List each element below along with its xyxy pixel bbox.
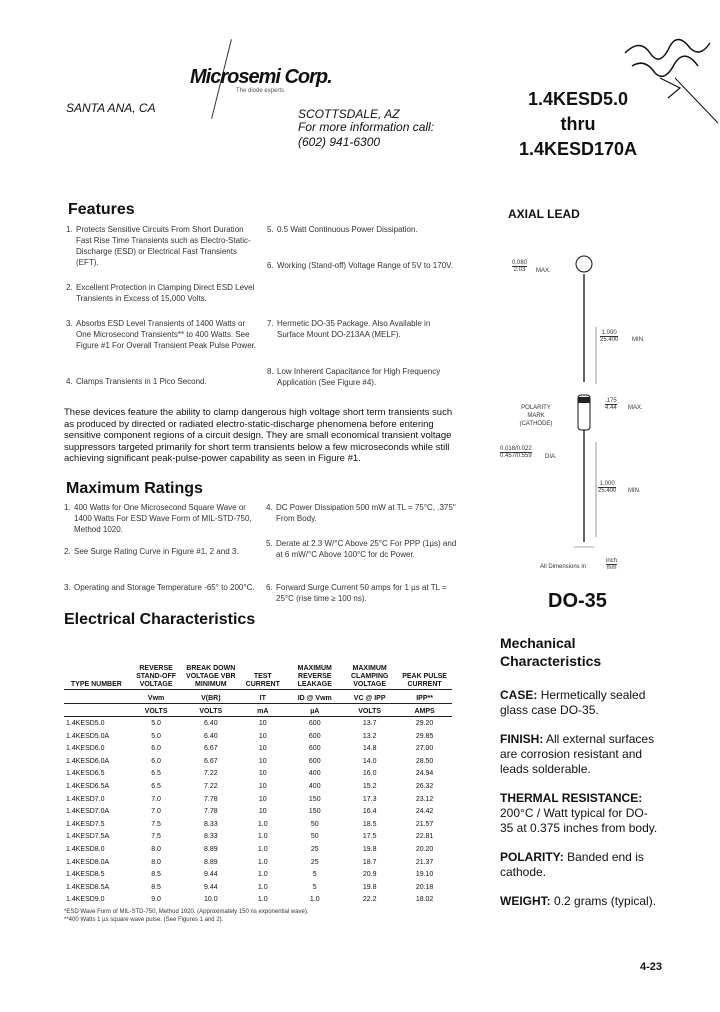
- table-cell: 8.0: [151, 858, 161, 866]
- unit-cell: µA: [310, 708, 320, 716]
- table-cell: 1.4KESD6.0A: [66, 757, 110, 765]
- package-name: DO-35: [548, 590, 607, 612]
- mechanical-heading-line: Mechanical: [500, 635, 576, 651]
- unit-cell: AMPS: [414, 708, 435, 716]
- col-header: TYPE NUMBER: [70, 681, 122, 688]
- table-cell: 150: [308, 808, 321, 816]
- symbol-cell: IPP**: [416, 694, 433, 702]
- table-cell: 29.85: [415, 732, 434, 740]
- table-cell: 10: [258, 757, 267, 765]
- table-cell: 24.42: [415, 808, 434, 816]
- symbol-cell: [64, 690, 129, 704]
- table-cell: 5.0: [151, 719, 161, 727]
- table-cell: 8.5: [151, 871, 161, 879]
- table-row: [64, 742, 452, 755]
- table-cell: 50: [310, 833, 319, 841]
- symbol-cell: V(BR): [201, 694, 221, 702]
- title-line-1: 1.4KESD5.0: [527, 89, 629, 109]
- city-right: SCOTTSDALE, AZ: [298, 107, 400, 121]
- dim-body-length: .175 4.44: [605, 398, 617, 411]
- table-cell: 7.0: [151, 795, 161, 803]
- electrical-heading: Electrical Characteristics: [64, 611, 256, 628]
- table-cell: 6.5: [151, 782, 161, 790]
- company-logo: Microsemi Corp.: [190, 66, 332, 88]
- table-cell: 8.89: [203, 858, 218, 866]
- dim-lead-wire: 0.018/0.022 0.457/0.559: [500, 446, 532, 459]
- mechanical-item: FINISH: All external surfaces are corrosion resistant and leads solderable.: [500, 732, 655, 776]
- dim-lead-length-2: 1.000 25.400: [598, 481, 617, 494]
- ratings-heading: Maximum Ratings: [66, 480, 203, 497]
- table-cell: 10: [258, 719, 267, 727]
- dim-lead-length: 1.000 25.400: [600, 330, 619, 343]
- table-cell: 1.0: [309, 896, 320, 904]
- table-row: [64, 793, 452, 806]
- table-cell: 24.94: [415, 770, 434, 778]
- table-cell: 19.8: [362, 845, 377, 853]
- table-cell: 1.4KESD7.5: [66, 820, 105, 828]
- mechanical-heading-line: Characteristics: [500, 653, 602, 669]
- col-header: PEAK PULSE CURRENT: [402, 673, 447, 688]
- feature-item: 8. Low Inherent Capacitance for High Frequency Application (See Figure #4).: [267, 367, 441, 387]
- table-cell: 9.0: [151, 896, 161, 904]
- table-row: [64, 843, 452, 856]
- unit-cell: VOLTS: [144, 708, 168, 716]
- table-row: [64, 805, 452, 818]
- table-cell: 16.4: [362, 808, 377, 816]
- footnote: *ESD Wave Form of MIL-STD-750, Method 1020. (Approximately 150 ns exponential wave).: [64, 909, 309, 916]
- table-cell: 7.22: [203, 782, 218, 790]
- table-cell: 23.12: [415, 795, 434, 803]
- dim-units: inch mm: [606, 558, 618, 571]
- table-row: [64, 856, 452, 869]
- table-cell: 8.33: [203, 820, 218, 828]
- table-cell: 8.5: [151, 883, 161, 891]
- table-cell: 18.02: [415, 896, 434, 904]
- table-row: [64, 730, 452, 743]
- table-cell: 7.5: [151, 833, 161, 841]
- mechanical-item: POLARITY: Banded end is cathode.: [500, 850, 644, 879]
- table-cell: 10: [258, 770, 267, 778]
- electrical-table: [64, 633, 452, 906]
- symbol-cell: ID @ Vwm: [297, 694, 332, 702]
- table-cell: 600: [308, 732, 321, 740]
- table-cell: 5.0: [151, 732, 161, 740]
- table-cell: 14.8: [362, 745, 377, 753]
- table-cell: 14.0: [362, 757, 377, 765]
- mechanical-item: THERMAL RESISTANCE: 200°C / Watt typical for DO-35 at 0.375 inches from body.: [500, 791, 658, 835]
- dim-lead-wire-label: DIA.: [545, 454, 557, 460]
- table-cell: 1.4KESD8.5: [66, 871, 105, 879]
- table-footnotes: [64, 908, 452, 924]
- rating-item: 3. Operating and Storage Temperature -65° to 200°C.: [64, 583, 255, 592]
- logo-tagline: The diode experts: [236, 88, 285, 94]
- feature-item: 7. Hermetic DO-35 Package. Also Available in Surface Mount DO-213AA (MELF).: [267, 319, 431, 339]
- feature-item: 6. Working (Stand-off) Voltage Range of 5V to 170V.: [267, 261, 453, 270]
- table-cell: 10: [258, 808, 267, 816]
- table-cell: 29.20: [415, 719, 434, 727]
- table-cell: 6.0: [151, 745, 161, 753]
- table-cell: 6.40: [203, 732, 218, 740]
- table-cell: 1.0: [257, 883, 268, 891]
- table-cell: 7.78: [203, 808, 218, 816]
- col-header: REVERSE STAND-OFF VOLTAGE: [136, 665, 177, 688]
- table-cell: 150: [308, 795, 321, 803]
- table-cell: 9.44: [203, 883, 218, 891]
- ratings-right-list: [266, 502, 460, 604]
- rating-item: 4. DC Power Dissipation 500 mW at TL = 75°C, .375" From Body.: [266, 503, 456, 523]
- table-row: [64, 894, 452, 907]
- features-description: These devices feature the ability to clamp dangerous high voltage short term transients such as produced by directed or radiated electro-static-discharge phenomena before entering sensitive component regions of a circuit design. They are small economical transient voltage suppressors targeted primarily for short term transients below a few microseconds while still achieving significant peak-pulse-power capability as seen in Figure #1.: [64, 407, 453, 464]
- table-cell: 20.20: [415, 845, 434, 853]
- table-cell: 18.5: [362, 820, 377, 828]
- table-cell: 5: [312, 883, 317, 891]
- table-cell: 20.9: [362, 871, 377, 879]
- ratings-left-list: [64, 502, 258, 593]
- features-left-list: [66, 224, 258, 387]
- table-cell: 8.0: [151, 845, 161, 853]
- table-cell: 1.0: [257, 896, 268, 904]
- table-row: [64, 780, 452, 793]
- table-cell: 17.5: [362, 833, 377, 841]
- contact-info: [298, 120, 434, 150]
- table-cell: 16.0: [362, 770, 377, 778]
- table-cell: 1.4KESD7.0: [66, 795, 105, 803]
- table-cell: 8.89: [203, 845, 218, 853]
- electrical-table-body: [64, 717, 452, 906]
- city-left: SANTA ANA, CA: [66, 101, 156, 115]
- table-cell: 1.4KESD6.0: [66, 745, 105, 753]
- col-header: MAXIMUM CLAMPING VOLTAGE: [350, 665, 389, 688]
- table-cell: 15.2: [362, 782, 377, 790]
- table-cell: 28.50: [415, 757, 434, 765]
- table-cell: 1.4KESD8.0A: [66, 858, 110, 866]
- table-cell: 17.3: [362, 795, 377, 803]
- feature-item: 2. Excellent Protection in Clamping Direct ESD Level Transients in Excess of 15,000 Volts.: [66, 283, 255, 303]
- table-row: [64, 768, 452, 781]
- footnote: **400 Watts 1 µs square wave pulse. (See Figures 1 and 2).: [64, 917, 224, 924]
- dim-lead-dia: 0.080 2.03: [512, 260, 528, 273]
- table-row: [64, 868, 452, 881]
- table-row: [64, 755, 452, 768]
- table-cell: 25: [310, 858, 319, 866]
- table-cell: 400: [308, 782, 321, 790]
- table-cell: 8.33: [203, 833, 218, 841]
- table-row: [64, 818, 452, 831]
- symbol-cell: Vwm: [147, 694, 165, 702]
- table-cell: 50: [310, 820, 319, 828]
- table-cell: 1.0: [257, 820, 268, 828]
- table-cell: 25: [310, 845, 319, 853]
- dim-note: All Dimensions in: [540, 564, 587, 570]
- table-cell: 600: [308, 719, 321, 727]
- feature-item: 5. 0.5 Watt Continuous Power Dissipation.: [267, 225, 418, 234]
- table-cell: 10: [258, 795, 267, 803]
- title-line-2: thru: [560, 114, 596, 134]
- table-cell: 400: [308, 770, 321, 778]
- table-cell: 1.0: [257, 833, 268, 841]
- symbol-cell: VC @ IPP: [353, 694, 386, 702]
- rating-item: 5. Derate at 2.3 W/°C Above 25°C For PPP (1µs) and at 6 mW/°C Above 100°C for dc Power.: [266, 539, 457, 559]
- electrical-table-wrap: [64, 633, 452, 924]
- table-cell: 22.2: [362, 896, 377, 904]
- mechanical-list: [500, 688, 660, 909]
- mechanical-item: WEIGHT: 0.2 grams (typical).: [500, 894, 657, 908]
- table-cell: 1.4KESD7.0A: [66, 808, 110, 816]
- polarity-mark-label: POLARITY MARK (CATHODE): [519, 405, 553, 427]
- dim-lead-label: MAX.: [536, 268, 551, 274]
- table-cell: 1.4KESD8.0: [66, 845, 105, 853]
- table-cell: 6.67: [203, 757, 218, 765]
- table-cell: 10: [258, 732, 267, 740]
- table-cell: 9.44: [203, 871, 218, 879]
- do35-package-icon: [560, 252, 610, 572]
- table-cell: 1.0: [257, 845, 268, 853]
- table-cell: 1.4KESD7.5A: [66, 833, 110, 841]
- col-header: BREAK DOWN VOLTAGE VBR MINIMUM: [186, 665, 236, 688]
- table-cell: 6.0: [151, 757, 161, 765]
- features-heading: Features: [68, 201, 135, 218]
- feature-item: 3. Absorbs ESD Level Transients of 1400 Watts or One Microsecond Transients** to 400 Watts. See Figure #1 For Overall Transient Peak Pulse Power.: [66, 319, 257, 350]
- table-cell: 18.7: [362, 858, 377, 866]
- table-row: [64, 831, 452, 844]
- unit-cell: VOLTS: [199, 708, 223, 716]
- table-cell: 1.4KESD5.0A: [66, 732, 110, 740]
- table-cell: 26.32: [415, 782, 434, 790]
- table-row: [64, 717, 452, 730]
- unit-cell: VOLTS: [358, 708, 382, 716]
- table-cell: 1.4KESD5.0: [66, 719, 105, 727]
- unit-cell: mA: [257, 708, 269, 716]
- table-cell: 13.2: [362, 732, 377, 740]
- mechanical-item: CASE: Hermetically sealed glass case DO-35.: [500, 688, 646, 717]
- contact-phone: (602) 941-6300: [298, 135, 381, 149]
- table-cell: 19.10: [415, 871, 434, 879]
- table-cell: 10: [258, 782, 267, 790]
- symbol-cell: IT: [259, 694, 266, 702]
- product-title: [498, 87, 658, 162]
- table-cell: 1.0: [257, 858, 268, 866]
- table-cell: 21.57: [415, 820, 434, 828]
- contact-line: For more information call:: [298, 120, 435, 134]
- table-cell: 1.0: [257, 871, 268, 879]
- title-line-3: 1.4KESD170A: [518, 139, 638, 159]
- table-cell: 21.37: [415, 858, 434, 866]
- dim-body-label: MAX.: [628, 405, 643, 411]
- table-cell: 1.4KESD6.5: [66, 770, 105, 778]
- table-cell: 1.4KESD6.5A: [66, 782, 110, 790]
- feature-item: 4. Clamps Transients in 1 Pico Second.: [66, 377, 207, 386]
- mechanical-heading: [500, 634, 601, 670]
- rating-item: 1. 400 Watts for One Microsecond Square Wave or 1400 Watts For ESD Wave Form of MIL-STD-750, Method 1020.: [64, 503, 252, 534]
- table-cell: 27.00: [415, 745, 434, 753]
- table-cell: 10: [258, 745, 267, 753]
- table-cell: 13.7: [362, 719, 377, 727]
- table-cell: 20.18: [415, 883, 434, 891]
- col-header: MAXIMUM REVERSE LEAKAGE: [297, 665, 332, 688]
- table-cell: 19.8: [362, 883, 377, 891]
- rating-item: 2. See Surge Rating Curve in Figure #1, 2 and 3.: [64, 547, 239, 556]
- table-cell: 6.67: [203, 745, 218, 753]
- table-cell: 22.81: [415, 833, 434, 841]
- table-cell: 7.0: [151, 808, 161, 816]
- features-right-list: [267, 224, 459, 388]
- package-heading: AXIAL LEAD: [508, 207, 580, 221]
- dim-lead-length-2-label: MIN.: [628, 488, 641, 494]
- table-cell: 1.4KESD9.0: [66, 896, 105, 904]
- dim-lead-length-label: MIN.: [632, 337, 645, 343]
- rating-item: 6. Forward Surge Current 50 amps for 1 µs at TL = 25°C (rise time ≥ 100 ns).: [266, 583, 447, 603]
- table-cell: 600: [308, 757, 321, 765]
- table-cell: 7.78: [203, 795, 218, 803]
- table-cell: 600: [308, 745, 321, 753]
- table-cell: 1.4KESD8.5A: [66, 883, 110, 891]
- table-row: [64, 881, 452, 894]
- table-cell: 5: [312, 871, 317, 879]
- table-cell: 6.40: [203, 719, 218, 727]
- col-header: TEST CURRENT: [245, 673, 280, 688]
- table-cell: 7.5: [151, 820, 161, 828]
- table-cell: 10.0: [203, 896, 218, 904]
- page-number: 4-23: [640, 961, 663, 973]
- feature-item: 1. Protects Sensitive Circuits From Short Duration Fast Rise Time Transients such as Electro-Static-Discharge (ESD) or Electrical Fast Transients (EFT).: [66, 225, 251, 267]
- unit-cell: [64, 703, 129, 717]
- table-cell: 7.22: [203, 770, 218, 778]
- table-cell: 6.5: [151, 770, 161, 778]
